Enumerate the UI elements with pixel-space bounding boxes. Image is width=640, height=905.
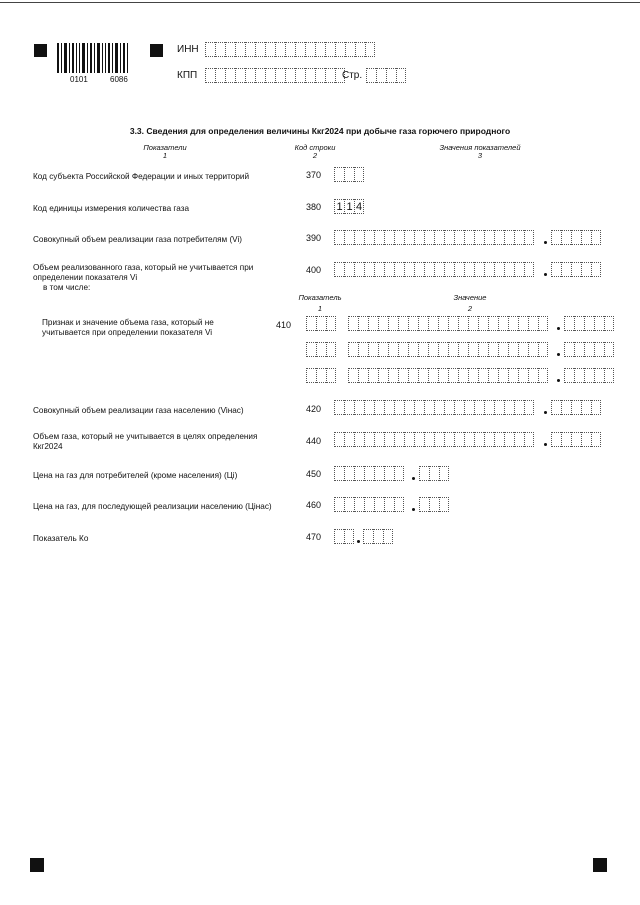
col2-title: Код строки bbox=[294, 143, 336, 152]
row-410-code: 410 bbox=[276, 320, 292, 330]
row-460-decimal-point bbox=[412, 508, 415, 511]
row-440-integer-input[interactable] bbox=[334, 432, 534, 447]
registration-marker-left bbox=[34, 44, 47, 57]
row-450-label: Цена на газ для потребителей (кроме населения) (Цi) bbox=[33, 471, 238, 480]
page-label: Стр. bbox=[342, 70, 363, 81]
row-410-line2-integer[interactable] bbox=[348, 342, 548, 357]
row-400-fraction-input[interactable] bbox=[551, 262, 601, 277]
row-400-code: 400 bbox=[306, 265, 322, 275]
barcode bbox=[57, 43, 139, 77]
row-380-label: Код единицы измерения количества газа bbox=[33, 204, 190, 213]
row-400-decimal-point bbox=[544, 273, 547, 276]
row-390-label: Совокупный объем реализации газа потребителям (Vi) bbox=[33, 235, 243, 244]
inn-label: ИНН bbox=[177, 44, 199, 55]
kpp-label: КПП bbox=[177, 70, 198, 81]
row-390-decimal-point bbox=[544, 241, 547, 244]
col1-title: Показатели bbox=[143, 143, 187, 152]
row-460-integer-input[interactable] bbox=[334, 497, 404, 512]
row-410-line1-integer[interactable] bbox=[348, 316, 548, 331]
row-460-code: 460 bbox=[306, 500, 322, 510]
row-380-input[interactable] bbox=[334, 199, 364, 214]
col3-num: 3 bbox=[477, 151, 483, 160]
inn-field[interactable] bbox=[205, 42, 375, 57]
row-390-integer-input[interactable] bbox=[334, 230, 534, 245]
row-470-integer-input[interactable] bbox=[334, 529, 354, 544]
row-410-line1-decimal bbox=[557, 327, 560, 330]
barcode-number-left: 0101 bbox=[70, 75, 88, 84]
registration-marker-bottom-left bbox=[30, 858, 44, 872]
section-title: 3.3. Сведения для определения величины Ккг2024 при добыче газа горючего природного bbox=[129, 126, 511, 136]
row-380-code: 380 bbox=[306, 202, 322, 212]
row-460-label: Цена на газ, для последующей реализации населению (Цiнас) bbox=[33, 502, 272, 511]
row-410-line1-fraction[interactable] bbox=[564, 316, 614, 331]
col1-num: 1 bbox=[162, 151, 168, 160]
row-470-decimal-point bbox=[357, 540, 360, 543]
row-410-line1-indicator[interactable] bbox=[306, 316, 336, 331]
row-410-line3-fraction[interactable] bbox=[564, 368, 614, 383]
row-410-line3-decimal bbox=[557, 379, 560, 382]
row-400-label: Объем реализованного газа, который не учитывается при определении показателя Vi bbox=[33, 263, 254, 282]
col3-title: Значения показателей bbox=[439, 143, 521, 152]
row-380-digit-3: 4 bbox=[355, 201, 363, 213]
row-420-fraction-input[interactable] bbox=[551, 400, 601, 415]
sub-col1-title: Показатель bbox=[298, 293, 342, 302]
row-440-label: Объем газа, который не учитывается в целях определения Ккг2024 bbox=[33, 432, 258, 451]
row-440-fraction-input[interactable] bbox=[551, 432, 601, 447]
row-370-code: 370 bbox=[306, 170, 322, 180]
row-400-sub: в том числе: bbox=[43, 283, 91, 292]
barcode-number-right: 6086 bbox=[110, 75, 128, 84]
row-450-fraction-input[interactable] bbox=[419, 466, 449, 481]
row-440-code: 440 bbox=[306, 436, 322, 446]
row-390-code: 390 bbox=[306, 233, 322, 243]
row-470-code: 470 bbox=[306, 532, 322, 542]
row-470-label: Показатель Ко bbox=[33, 534, 89, 543]
row-470-fraction-input[interactable] bbox=[363, 529, 393, 544]
row-450-code: 450 bbox=[306, 469, 322, 479]
registration-marker-bottom-right bbox=[593, 858, 607, 872]
top-border-line bbox=[0, 2, 640, 3]
col2-num: 2 bbox=[312, 151, 318, 160]
sub-col2-num: 2 bbox=[467, 304, 473, 313]
sub-col1-num: 1 bbox=[317, 304, 323, 313]
row-370-label: Код субъекта Российской Федерации и иных территорий bbox=[33, 172, 250, 181]
sub-col2-title: Значение bbox=[453, 293, 487, 302]
row-420-decimal-point bbox=[544, 411, 547, 414]
page-number-field[interactable] bbox=[366, 68, 406, 83]
row-460-fraction-input[interactable] bbox=[419, 497, 449, 512]
row-410-line2-indicator[interactable] bbox=[306, 342, 336, 357]
row-410-line2-fraction[interactable] bbox=[564, 342, 614, 357]
row-370-input[interactable] bbox=[334, 167, 364, 182]
row-450-decimal-point bbox=[412, 477, 415, 480]
row-410-line3-indicator[interactable] bbox=[306, 368, 336, 383]
row-420-integer-input[interactable] bbox=[334, 400, 534, 415]
row-420-code: 420 bbox=[306, 404, 322, 414]
row-450-integer-input[interactable] bbox=[334, 466, 404, 481]
row-380-digit-2: 1 bbox=[344, 199, 354, 214]
row-410-line2-decimal bbox=[557, 353, 560, 356]
row-410-line3-integer[interactable] bbox=[348, 368, 548, 383]
row-390-fraction-input[interactable] bbox=[551, 230, 601, 245]
row-420-label: Совокупный объем реализации газа населению (Viнас) bbox=[33, 406, 244, 415]
row-380-digit-1: 1 bbox=[334, 199, 344, 214]
row-410-label: Признак и значение объема газа, который не учитывается при определении показателя Vi bbox=[42, 318, 214, 337]
row-440-decimal-point bbox=[544, 443, 547, 446]
kpp-field[interactable] bbox=[205, 68, 345, 83]
row-400-integer-input[interactable] bbox=[334, 262, 534, 277]
registration-marker-right bbox=[150, 44, 163, 57]
